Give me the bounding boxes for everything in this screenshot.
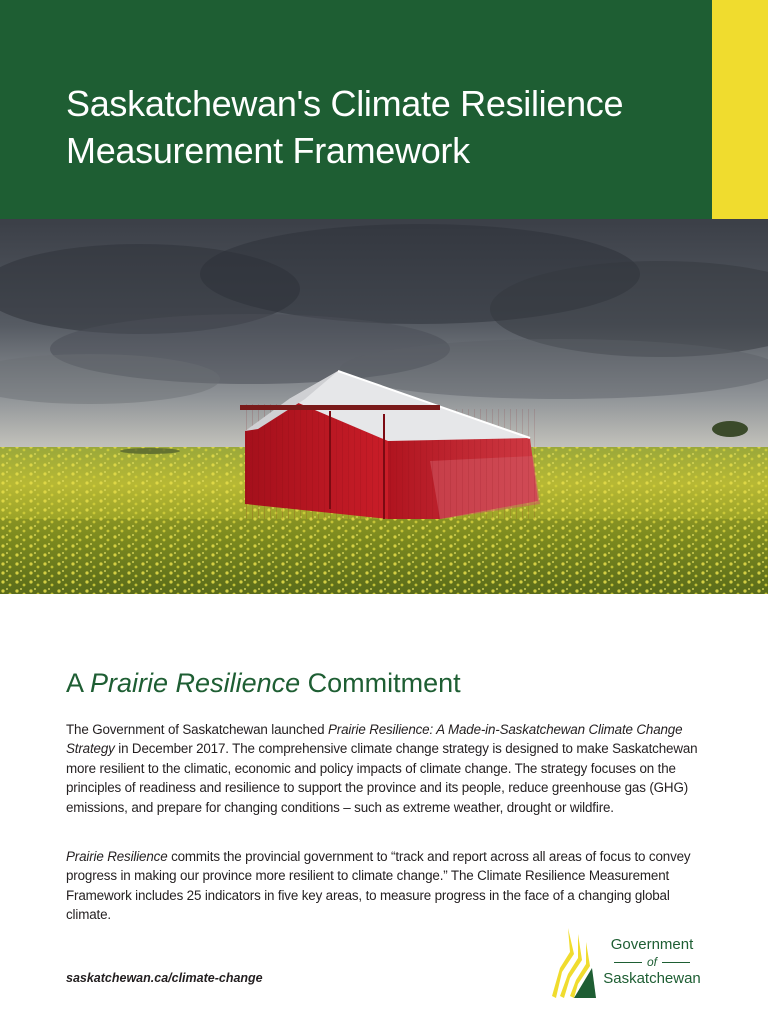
commitment-paragraph (66, 847, 714, 925)
section-heading-suffix: Commitment (300, 668, 461, 698)
wheat-sheaf-icon (548, 924, 600, 1002)
section-heading-prefix: A (66, 668, 91, 698)
commitment-strategy-name: Prairie Resilience (66, 849, 168, 864)
section-heading-italic: Prairie Resilience (90, 668, 301, 698)
hero-image-barn-field (0, 219, 768, 594)
page-title-line-1: Saskatchewan's Climate Resilience (66, 83, 624, 124)
logo-line-of: of (602, 955, 702, 969)
logo-wordmark (602, 936, 702, 988)
title-banner (0, 0, 712, 219)
website-link[interactable]: saskatchewan.ca/climate-change (66, 971, 263, 985)
page-title-line-2: Measurement Framework (66, 130, 470, 171)
yellow-accent-bar (712, 0, 768, 219)
page-title (66, 80, 623, 174)
intro-strategy-title: Prairie Resilience: A Made-in-Saskatchewan Climate Change Strategy (66, 722, 683, 757)
logo-line-saskatchewan: Saskatchewan (603, 970, 701, 987)
intro-text-a: The Government of Saskatchewan launched (66, 722, 328, 737)
section-heading (66, 666, 461, 700)
commitment-text: commits the provincial government to “track and report across all areas of focus to convey progress in making our province more resilient to climate change.” The Climate Resilience Measurement Framework includes 25 indicators in five key areas, to measure progress in the face of a changing global climate. (66, 849, 691, 923)
government-logo (548, 924, 718, 1004)
intro-paragraph (66, 720, 714, 817)
intro-text-b: in December 2017. The comprehensive climate change strategy is designed to make Saskatchewan more resilient to the climatic, economic and policy impacts of climate change. The strategy focuses on the principles of readiness and resilience to support the province and its people, reduce greenhouse gas (GHG) emissions, and prepare for changing conditions – such as extreme weather, drought or wildfire. (66, 741, 698, 815)
logo-line-government: Government (610, 936, 694, 953)
